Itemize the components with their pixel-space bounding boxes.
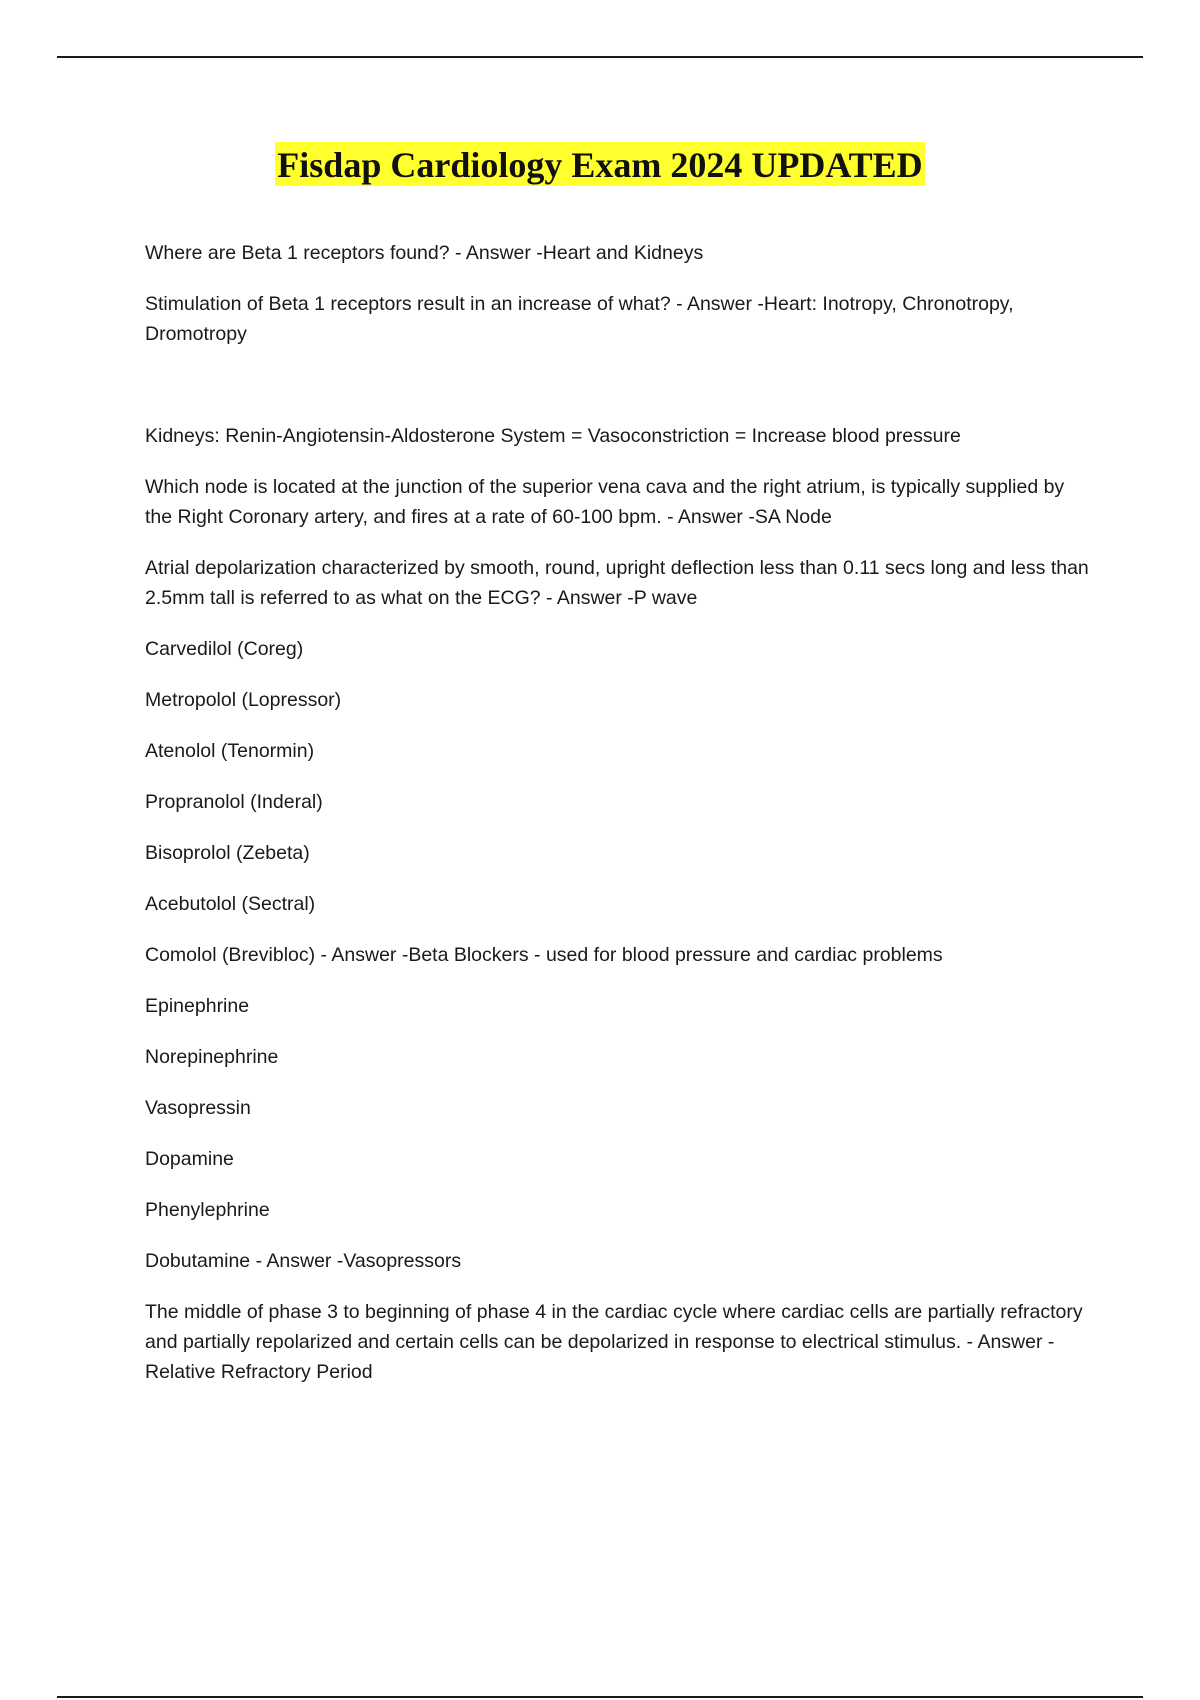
qa-paragraph: Where are Beta 1 receptors found? - Answer -Heart and Kidneys <box>145 242 704 264</box>
drug-list-item: Vasopressin <box>145 1097 251 1119</box>
document-title: Fisdap Cardiology Exam 2024 UPDATED <box>275 142 924 186</box>
qa-paragraph: Stimulation of Beta 1 receptors result in an increase of what? - Answer -Heart: Inotropy, Chronotropy, Dromotropy <box>145 293 1014 345</box>
drug-list-item: Propranolol (Inderal) <box>145 791 323 813</box>
drug-list-item: Epinephrine <box>145 995 250 1017</box>
drug-list-item: Dopamine <box>145 1148 234 1170</box>
drug-list-item: Bisoprolol (Zebeta) <box>145 842 310 864</box>
drug-list-item: Norepinephrine <box>145 1046 279 1068</box>
qa-paragraph: Which node is located at the junction of the superior vena cava and the right atrium, is typically supplied by the Right Coronary artery, and fires at a rate of 60-100 bpm. - Answer -SA Node <box>145 476 1065 528</box>
drug-list-item: Carvedilol (Coreg) <box>145 638 304 660</box>
bottom-divider <box>57 1696 1143 1698</box>
qa-paragraph: Comolol (Brevibloc) - Answer -Beta Blockers - used for blood pressure and cardiac problems <box>145 944 943 966</box>
drug-list-item: Acebutolol (Sectral) <box>145 893 316 915</box>
title-container <box>0 142 1200 186</box>
qa-paragraph: Dobutamine - Answer -Vasopressors <box>145 1250 462 1272</box>
qa-paragraph: The middle of phase 3 to beginning of phase 4 in the cardiac cycle where cardiac cells are partially refractory and partially repolarized and certain cells can be depolarized in response to electrical stimulus. - Answer -Relative Refractory Period <box>145 1301 1083 1383</box>
qa-paragraph: Atrial depolarization characterized by smooth, round, upright deflection less than 0.11 secs long and less than 2.5mm tall is referred to as what on the ECG? - Answer -P wave <box>145 557 1089 609</box>
qa-paragraph: Kidneys: Renin-Angiotensin-Aldosterone System = Vasoconstriction = Increase blood pressure <box>145 425 961 447</box>
drug-list-item: Phenylephrine <box>145 1199 270 1221</box>
top-divider <box>57 56 1143 58</box>
drug-list-item: Metropolol (Lopressor) <box>145 689 342 711</box>
drug-list-item: Atenolol (Tenormin) <box>145 740 315 762</box>
document-body <box>145 238 1095 1408</box>
